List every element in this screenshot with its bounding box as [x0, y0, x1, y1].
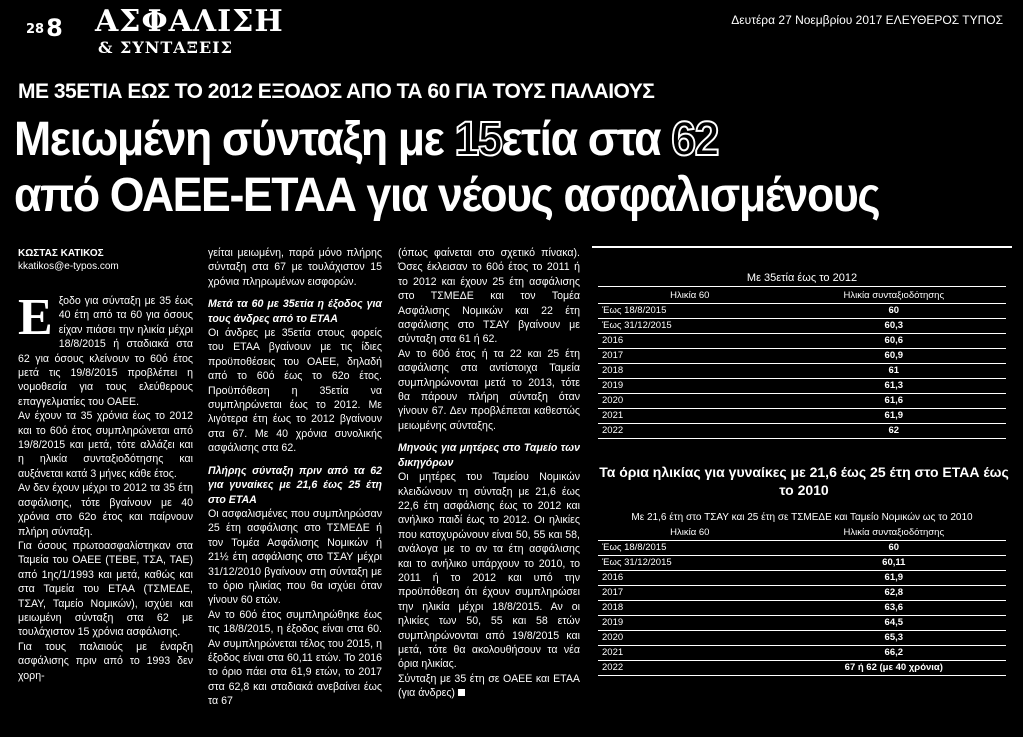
table-row	[598, 556, 1006, 571]
col2-subheading-1: Μετά τα 60 με 35ετία η έξοδος για τους άνδρες από το ΕΤΑΑ	[208, 298, 382, 325]
table-1-title: Με 35ετία έως το 2012	[598, 272, 1006, 287]
table-cell: 2019	[598, 379, 782, 394]
spacer	[208, 456, 382, 464]
table-cell: Έως 31/12/2015	[598, 556, 782, 571]
table-row	[598, 601, 1006, 616]
table-row	[598, 319, 1006, 334]
column-header: Ηλικία 60	[598, 289, 782, 304]
col1-paragraph-4: Για όσους πρωτοασφαλίστηκαν στα Ταμεία του ΟΑΕΕ (ΤΕΒΕ, ΤΣΑ, ΤΑΕ) από 1ης/1/1993 και μετά, καθώς και στα Ταμεία του ΕΤΑΑ (ΤΣΜΕΔΕ, ΤΣΑΥ, Ταμείο Νομικών), ισχύει και μειωμένη σύνταξη στα 62 με τουλάχιστον 15 χρόνια ασφάλισης.	[18, 539, 193, 639]
table-women-etaa	[598, 512, 1006, 676]
headline-line-2: από ΟΑΕΕ-ΕΤΑΑ για νέους ασφαλισμένους	[14, 169, 880, 222]
table-row	[598, 571, 1006, 586]
col2-subheading-2: Πλήρης σύνταξη πριν από τα 62 για γυναίκες με 21,6 έως 25 έτη στο ΕΤΑΑ	[208, 464, 382, 506]
drop-cap: Ε	[18, 289, 53, 346]
col1-text: ξοδο για σύνταξη με 35 έως 40 έτη από τα 60 για όσους είχαν πιάσει την ηλικία μέχρι 18/8/2015 ή σταδιακά στα 62 για όσους κλείνουν το 60ό έτος μετά τις 19/8/2015 προβλέπει η νομοθεσία για τους ελεύθερους επαγγελματίες του ΟΑΕΕ.	[18, 295, 193, 408]
table-row	[598, 304, 1006, 319]
table-cell: 2019	[598, 616, 782, 631]
article-kicker: ΜΕ 35ΕΤΙΑ ΕΩΣ ΤΟ 2012 ΕΞΟΔΟΣ ΑΠΟ ΤΑ 60 ΓΙΑ ΤΟΥΣ ΠΑΛΑΙΟΥΣ	[18, 80, 655, 103]
page-number	[26, 14, 63, 42]
table-cell: 60	[782, 541, 1006, 556]
article-column-2	[208, 246, 382, 709]
headline-number-62: 62	[671, 113, 719, 166]
article-column-1	[18, 289, 193, 683]
table-header-row	[598, 526, 1006, 541]
table-cell: 61,3	[782, 379, 1006, 394]
col3-paragraph-3: Οι μητέρες του Ταμείου Νομικών κλειδώνουν τη σύνταξη με 21,6 έως 22,6 έτη ασφάλισης έως το 2012 και ανήλικο παιδί έως το 2012. Οι ηλικίες που κατοχυρώνουν είναι 50, 55 και 58, ανάλογα με το αν τα έτη ασφάλισης και το ανήλικο υπάρχουν το 2010, το 2011 ή το 2012 και υπό την προϋπόθεση ότι έχουν συμπληρώσει την ηλικία μέχρι 18/8/2015. Αν οι ηλικίες των 50, 55 και 58 ετών συμπληρώνονται από 19/8/2015 και μετά, τότε θα ακολουθήσουν τα νέα όρια ηλικίας.	[398, 471, 580, 671]
author-email[interactable]: kkatikos@e-typos.com	[18, 261, 119, 272]
table-cell: 2017	[598, 586, 782, 601]
table-cell: 2021	[598, 409, 782, 424]
table-1-grid	[598, 289, 1006, 439]
table-cell: 65,3	[782, 631, 1006, 646]
col1-paragraph-3: Αν δεν έχουν μέχρι το 2012 τα 35 έτη ασφάλισης, τότε βγαίνουν με 40 χρόνια στο 62ο έτος και παίρνουν πλήρη σύνταξη.	[18, 482, 193, 538]
table-cell: 60,3	[782, 319, 1006, 334]
table-cell: 60,6	[782, 334, 1006, 349]
table-cell: 60,9	[782, 349, 1006, 364]
section-subtitle: & ΣΥΝΤΑΞΕΙΣ	[98, 38, 233, 57]
table-row	[598, 631, 1006, 646]
table-cell: 2018	[598, 601, 782, 616]
table-cell: 2017	[598, 349, 782, 364]
spacer	[398, 433, 580, 441]
column-header: Ηλικία συνταξιοδότησης	[782, 289, 1006, 304]
table-row	[598, 661, 1006, 676]
table-cell: 60,11	[782, 556, 1006, 571]
col1-paragraph-1	[18, 289, 193, 409]
table-row	[598, 541, 1006, 556]
table-cell: 61,9	[782, 409, 1006, 424]
table-cell: 2018	[598, 364, 782, 379]
table-cell: 62,8	[782, 586, 1006, 601]
table-2-caption: Με 21,6 έτη στο ΤΣΑΥ και 25 έτη σε ΤΣΜΕΔΕ και Ταμείο Νομικών ως το 2010	[631, 512, 973, 523]
column-header: Ηλικία 60	[598, 526, 782, 541]
table-cell: Έως 31/12/2015	[598, 319, 782, 334]
table-cell: 2016	[598, 334, 782, 349]
table-35-years	[598, 272, 1006, 439]
col1-paragraph-2: Αν έχουν τα 35 χρόνια έως το 2012 και το 60ό έτος συμπληρώνεται από 19/8/2015 και μετά, τότε αλλάζει και η ηλικία συνταξιοδότησης και αυξάνεται κατά 3 μήνες κάθε έτος.	[18, 410, 193, 480]
table-row	[598, 364, 1006, 379]
table-row	[598, 379, 1006, 394]
col3-paragraph-1: (όπως φαίνεται στο σχετικό πίνακα). Όσες έκλεισαν το 60ό έτος το 2011 ή το 2012 και έχουν 25 έτη ασφάλισης στο ΤΣΜΕΔΕ και τον Τομέα Ασφάλισης Νομικών και 22 έτη ασφάλισης στο ΤΣΑΥ βγαίνουν με σύνταξη στα 61 ή 62.	[398, 247, 580, 346]
col2-paragraph-2: Οι ασφαλισμένες που συμπληρώσαν 25 έτη ασφάλισης στο ΤΣΜΕΔΕ ή τον Τομέα Ασφάλισης Νομικών ή 21½ έτη ασφάλισης στο ΤΣΑΥ μέχρι 31/12/2010 βγαίνουν στη σύνταξη με το όριο ηλικίας που θα ισχύει όταν γίνουν 60 ετών.	[208, 507, 382, 607]
date-line: Δευτέρα 27 Νοεμβρίου 2017 ΕΛΕΥΘΕΡΟΣ ΤΥΠΟΣ	[731, 13, 1003, 27]
table-row	[598, 646, 1006, 661]
headline-part: Μειωμένη σύνταξη με	[14, 113, 455, 166]
col2-paragraph-1: Οι άνδρες με 35ετία στους φορείς του ΕΤΑΑ βγαίνουν με τις ίδιες προϋποθέσεις του ΟΑΕΕ, δηλαδή από το 60ό έως το 62ο έτος. Προϋπόθεση η 35ετία να συμπληρώνεται έως το 2012. Με λιγότερα έτη έως το 2012 βγαίνουν στα 67. Με 40 χρόνια συνολικής ασφάλισης στα 62.	[208, 327, 382, 455]
author-name: ΚΩΣΤΑΣ ΚΑΤΙΚΟΣ	[18, 248, 104, 259]
table-row	[598, 586, 1006, 601]
col2-paragraph-3: Αν το 60ό έτος συμπληρώθηκε έως τις 18/8/2015, η έξοδος είναι στα 60. Αν συμπληρώνεται τέλος του 2015, η έξοδος είναι στα 60,11 ετών. Το 2016 το όριο πάει στα 61,9 ετών, το 2017 στα 62,8 και σταδιακά ανεβαίνει έως τα 67	[208, 608, 382, 708]
col3-subheading-1: Μηνούς για μητέρες στο Ταμείο των δικηγόρων	[398, 442, 580, 469]
table-cell: 63,6	[782, 601, 1006, 616]
headline-part: ετία στα	[501, 113, 672, 166]
table-cell: Έως 18/8/2015	[598, 304, 782, 319]
table-row	[598, 349, 1006, 364]
table-cell: 61,9	[782, 571, 1006, 586]
col3-closing-text: Σύνταξη με 35 έτη σε ΟΑΕΕ και ΕΤΑΑ (για άνδρες)	[398, 672, 580, 700]
headline-number-15: 15	[454, 113, 502, 166]
table-cell: 67 ή 62 (με 40 χρόνια)	[782, 661, 1006, 676]
table-cell: 2022	[598, 661, 782, 676]
column-header: Ηλικία συνταξιοδότησης	[782, 526, 1006, 541]
end-mark-icon	[458, 689, 465, 696]
page-number-big: 8	[46, 14, 63, 42]
table-row	[598, 616, 1006, 631]
table-cell: 61,6	[782, 394, 1006, 409]
table-row	[598, 334, 1006, 349]
page-prefix: 28	[26, 22, 45, 37]
table-cell: 2020	[598, 394, 782, 409]
table-cell: 2021	[598, 646, 782, 661]
col3-paragraph-4	[398, 672, 580, 701]
col2-intro: γείται μειωμένη, παρά μόνο πλήρης σύνταξη στα 67 με τουλάχιστον 15 χρόνια πληρωμένων εισφορών.	[208, 247, 382, 288]
col3-paragraph-2: Αν το 60ό έτος ή τα 22 και 25 έτη ασφάλισης στα αντίστοιχα Ταμεία συμπληρώνονται μετά το 2013, τότε θα πάρουν πλήρη σύνταξη όταν γίνουν 67. Δεν προβλέπεται καθεστώς μειωμένης σύνταξης.	[398, 347, 580, 432]
table-cell: 2022	[598, 424, 782, 439]
table-header-row	[598, 289, 1006, 304]
table-cell: 64,5	[782, 616, 1006, 631]
table-cell: 61	[782, 364, 1006, 379]
article-column-3	[398, 246, 580, 701]
table-top-rule	[592, 246, 1012, 248]
table-2-title: Τα όρια ηλικίας για γυναίκες με 21,6 έως 25 έτη στο ΕΤΑΑ έως το 2010	[599, 464, 1009, 498]
table-cell: Έως 18/8/2015	[598, 541, 782, 556]
table-cell: 2020	[598, 631, 782, 646]
table-row	[598, 394, 1006, 409]
table-2-grid	[598, 526, 1006, 676]
table-cell: 60	[782, 304, 1006, 319]
table-row	[598, 424, 1006, 439]
table-cell: 2016	[598, 571, 782, 586]
headline-line-1	[14, 112, 944, 168]
table-cell: 62	[782, 424, 1006, 439]
spacer	[208, 289, 382, 297]
section-title: ΑΣΦΑΛΙΣΗ	[95, 4, 284, 39]
table-cell: 66,2	[782, 646, 1006, 661]
col1-paragraph-5: Για τους παλαιούς με έναρξη ασφάλισης πριν από το 1993 δεν χορη-	[18, 640, 193, 682]
table-row	[598, 409, 1006, 424]
